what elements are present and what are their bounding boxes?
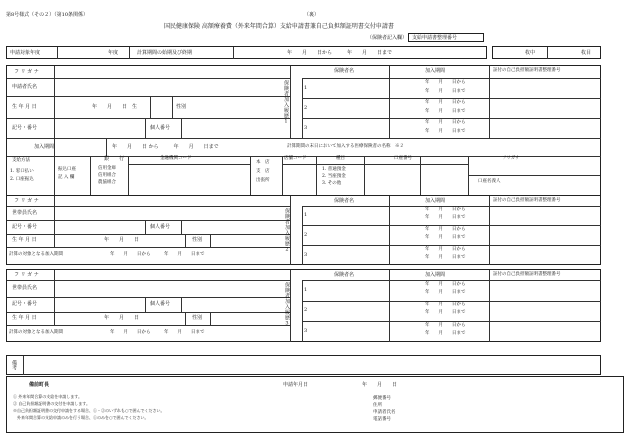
insurer-name-header-3: 保険者名 (334, 272, 355, 278)
history-label-3: 保険者加入履歴3 (284, 282, 290, 327)
fill-in: 記 入 欄 (58, 175, 75, 180)
individual-number-label-3: 個人番号 (150, 301, 171, 307)
birth-fill-2: 年 月 日 (104, 237, 140, 243)
applicant-name-label: 申請者氏名 (12, 84, 38, 90)
branch-code: 店舗コード (284, 156, 307, 161)
history-label-2: 保険者加入履歴2 (284, 208, 290, 253)
birth-fill-3: 年 月 日 (104, 315, 140, 321)
from-3: 年 月 日から (425, 120, 466, 125)
branch: 支 店 (256, 169, 270, 174)
symbol-number-label: 記号・番号 (12, 125, 38, 131)
method-2: 2. 口座振込 (10, 177, 34, 182)
sex-label-2: 性別 (192, 237, 203, 243)
furigana-label: フ リ ガ ナ (14, 69, 39, 75)
insurer-name-header-2: 保険者名 (334, 198, 355, 204)
account-number: 口座番号 (394, 156, 412, 161)
row-2-b3: 2 (304, 307, 308, 313)
payment-method-label: 支給方法 (12, 158, 30, 163)
joined-period-label: 加入期間 (34, 144, 55, 150)
target-period-fill-2: 年 月 日から 年 月 日まで (110, 252, 205, 257)
postal-label: 郵便番号 (373, 396, 391, 401)
row-2: 2 (304, 105, 308, 111)
method-1: 1. 窓口払い (10, 169, 34, 174)
from-b3-2: 年 月 日から (425, 302, 466, 307)
cert-number-label: 支給申請書整理番号 (412, 34, 458, 41)
application-date-label: 申請年月日 (283, 382, 309, 388)
remarks-box (6, 355, 601, 375)
birth-label-2: 生 年 月 日 (12, 237, 37, 243)
credit-union: 信用金庫 (98, 166, 116, 171)
target-period-fill-3: 年 月 日から 年 月 日まで (110, 330, 205, 335)
row-3-b2: 3 (304, 252, 308, 258)
note-2: ② 自己負担額証明書の交付を申請します。 (13, 401, 90, 406)
phone-label: 電話番号 (373, 417, 391, 422)
sex-label-3: 性別 (192, 315, 203, 321)
type-2: 2. 当座預金 (322, 174, 346, 179)
from-1: 年 月 日から (425, 80, 466, 85)
form-number: 第8号様式（その２）（第10条関係） (6, 12, 89, 18)
note-3: ※自己負担額証明書の交付申請をする場合、①・②のいずれも○で囲んでください。 (13, 408, 165, 413)
target-year-label: 申請対象年度 (10, 50, 41, 56)
holder-furigana: フリガナ (502, 156, 520, 161)
bank-label: 銀 行 (104, 156, 125, 162)
until-b3-1: 年 月 日まで (425, 290, 466, 295)
target-period-label-3: 計算の対象となる加入期間 (9, 330, 63, 335)
period-text: 年 月 日から 年 月 日まで (287, 50, 393, 56)
back-mark: （裏） (304, 12, 320, 18)
until-b2-3: 年 月 日まで (425, 255, 466, 260)
applicant-name-footer: 申請者氏名 (373, 410, 396, 415)
credit-coop: 信用組合 (98, 173, 116, 178)
footer-box (6, 376, 624, 433)
insurer-name-header: 保険者名 (334, 68, 355, 74)
history-label-1: 保険者加入履歴1 (283, 80, 289, 125)
enrollment-period-header: 加入期間 (425, 68, 446, 74)
until-b3-3: 年 月 日まで (425, 331, 466, 336)
sheet-box (492, 46, 601, 59)
type-3: 3. その他 (322, 181, 342, 186)
birth-fill: 年 月 日 生 (92, 104, 138, 110)
until-1: 年 月 日まで (425, 89, 466, 94)
addressee: 備前町長 (29, 382, 50, 388)
enrollment-period-header-3: 加入期間 (425, 272, 446, 278)
birth-label: 生 年 月 日 (12, 104, 37, 110)
from-b2-2: 年 月 日から (425, 227, 466, 232)
history-note: 計算期間の末日において加入する医療保険者の名称 ※２ (287, 144, 404, 149)
symbol-number-label-3: 記号・番号 (12, 301, 38, 307)
remarks-label: 備考 (11, 360, 17, 370)
transfer-account: 振込口座 (58, 167, 76, 172)
individual-number-label-2: 個人番号 (150, 224, 171, 230)
note-1: ① 外来年間合算の支給を申請します。 (13, 394, 82, 399)
member-name-label-2: 世帯員氏名 (12, 210, 38, 216)
enrollment-period-header-2: 加入期間 (425, 198, 446, 204)
cert-number-header: 証付の自己負担額証明書整理番号 (493, 68, 561, 73)
head-office: 本 店 (256, 160, 270, 165)
symbol-number-label-2: 記号・番号 (12, 224, 38, 230)
cert-number-header-2: 証付の自己負担額証明書整理番号 (493, 198, 561, 203)
until-2: 年 月 日まで (425, 109, 466, 114)
sex-label: 性別 (176, 104, 187, 110)
from-b3-1: 年 月 日から (425, 282, 466, 287)
period-row (6, 46, 487, 59)
cert-number-header-3: 証付の自己負担額証明書整理番号 (493, 272, 561, 277)
row-1: 1 (304, 85, 308, 91)
until-b2-2: 年 月 日まで (425, 235, 466, 240)
until-3: 年 月 日まで (425, 129, 466, 134)
row-1-b2: 1 (304, 212, 308, 218)
row-1-b3: 1 (304, 287, 308, 293)
row-3-b3: 3 (304, 328, 308, 334)
birth-label-3: 生 年 月 日 (12, 315, 37, 321)
year-unit: 年度 (108, 50, 119, 56)
member-name-label-3: 世帯員氏名 (12, 285, 38, 291)
sheet-of: 枚中 (525, 50, 536, 56)
individual-number-label: 個人番号 (150, 125, 171, 131)
note-4: 外来年間合算の支給申請のみを行う場合、①のみを○で囲んでください。 (17, 415, 149, 420)
address-label: 住所 (373, 403, 382, 408)
furigana-label-3: フ リ ガ ナ (14, 272, 39, 278)
insurer-fill-label: （保険者記入欄） (367, 35, 408, 41)
from-b3-3: 年 月 日から (425, 323, 466, 328)
application-date-fill: 年 月 日 (362, 382, 398, 388)
from-b2-1: 年 月 日から (425, 207, 466, 212)
cert-number-box (408, 33, 484, 42)
form-title: 国民健康保険 高額療養費（外来年間合算）支給申請書兼自己負担額証明書交付申請書 (164, 23, 394, 30)
furigana-label-2: フ リ ガ ナ (14, 198, 39, 204)
until-b2-1: 年 月 日まで (425, 215, 466, 220)
row-2-b2: 2 (304, 232, 308, 238)
from-2: 年 月 日から (425, 100, 466, 105)
holder-name: 口座名義人 (478, 179, 501, 184)
sub-office: 出張所 (256, 178, 270, 183)
inst-code: 金融機関コード (160, 156, 192, 161)
until-b3-2: 年 月 日まで (425, 310, 466, 315)
row-3: 3 (304, 125, 308, 131)
type-1: 1. 普通預金 (322, 167, 346, 172)
agri-coop: 農協組合 (98, 180, 116, 185)
sheet-no: 枚目 (581, 50, 592, 56)
from-b2-3: 年 月 日から (425, 247, 466, 252)
period-label: 計算期間の始期及び終期 (137, 50, 193, 56)
type-label: 種目 (336, 156, 345, 161)
target-period-label-2: 計算の対象となる加入期間 (9, 252, 63, 257)
joined-period-fill: 年 月 日 から 年 月 日まで (112, 144, 219, 150)
